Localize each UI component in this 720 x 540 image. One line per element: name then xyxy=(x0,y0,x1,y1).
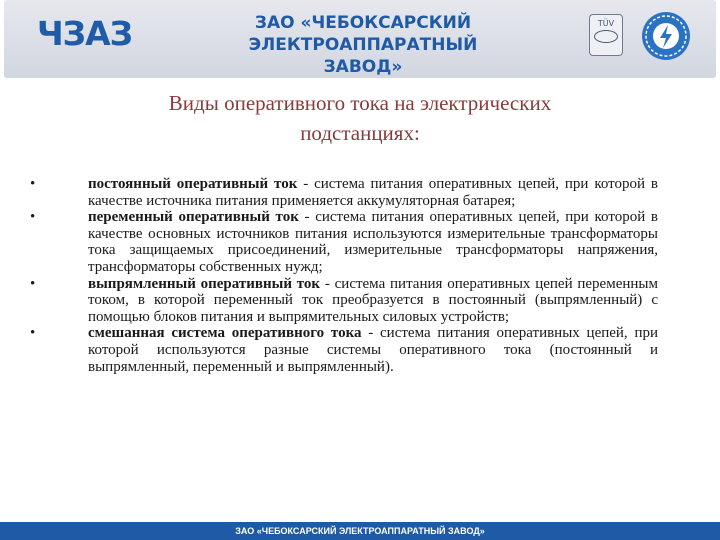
bullet-list xyxy=(30,176,658,375)
list-item xyxy=(30,325,658,375)
energy-emblem-icon xyxy=(640,10,692,62)
bullet-icon: • xyxy=(30,275,36,292)
item-text: - система питания оперативных цепей, при которой в качестве источника питания применяется аккумуляторная батарея; xyxy=(88,176,658,209)
list-item xyxy=(30,276,658,326)
logo-text: ЧЗАЗ xyxy=(37,14,133,53)
tuv-oval-icon xyxy=(594,30,618,43)
slide-title xyxy=(100,88,620,148)
item-term: переменный оперативный ток xyxy=(88,209,299,226)
company-name xyxy=(218,12,508,78)
item-text: - система питания оперативных цепей переменным током, в которой переменный ток преобразуется в постоянный (выпрямленный) с помощью блоков питания и выпрямительных силовых устройств; xyxy=(88,275,658,325)
footer-bar xyxy=(0,522,720,540)
item-term: смешанная система оперативного тока xyxy=(88,325,362,342)
bullet-icon: • xyxy=(30,176,36,192)
slide-title-line2: подстанциях: xyxy=(300,121,420,145)
company-name-line2: ЭЛЕКТРОАППАРАТНЫЙ ЗАВОД» xyxy=(248,35,478,77)
list-item xyxy=(30,209,658,275)
company-logo xyxy=(37,14,185,54)
item-text: - система питания оперативных цепей, при которой в качестве основных источников питания используются измерительные трансформаторы тока защищаемых присоединений, измерительные трансформаторы напряжения, трансформаторы собственных нужд; xyxy=(88,209,658,275)
header-banner xyxy=(4,0,716,78)
bullet-icon: • xyxy=(30,325,36,342)
company-name-line1: ЗАО «ЧЕБОКСАРСКИЙ xyxy=(254,13,472,33)
list-item xyxy=(30,176,658,209)
item-term: выпрямленный оперативный ток xyxy=(88,275,321,292)
item-term: постоянный оперативный ток xyxy=(88,176,298,192)
item-text: - система питания оперативных цепей, при которой используются разные системы оперативного тока (постоянный и выпрямленный, переменный и выпрямленный). xyxy=(88,325,658,375)
bullet-icon: • xyxy=(30,209,36,226)
tuv-certification-mark xyxy=(589,14,623,56)
footer-text: ЗАО «ЧЕБОКСАРСКИЙ ЭЛЕКТРОАППАРАТНЫЙ ЗАВОД» xyxy=(235,526,485,536)
tuv-label: TÜV xyxy=(597,19,615,28)
slide-title-line1: Виды оперативного тока на электрических xyxy=(168,91,552,115)
